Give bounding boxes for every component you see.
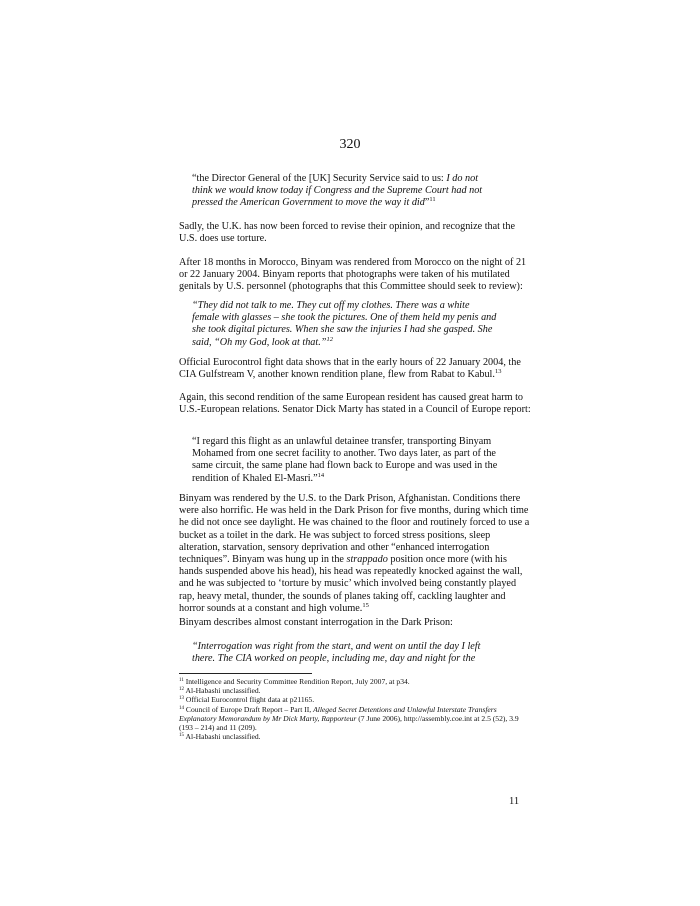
footnote-divider	[179, 673, 312, 674]
paragraph-eurocontrol	[179, 357, 532, 381]
paragraph-morocco-rendition: After 18 months in Morocco, Binyam was rendered from Morocco on the night of 21 or 22 January 2004. Binyam reports that photographs were taken of his mutilated genitals by U.S. personnel (photographs that this Committee should seek to review):	[179, 257, 527, 293]
footnote-number: 15	[179, 733, 184, 739]
footnote-number: 12	[179, 687, 184, 693]
footnote-11	[179, 677, 519, 686]
quote-italic-text: I do not think we would know today if Congress and the Supreme Court had not pressed the American Government to move the way it did	[192, 173, 483, 209]
footnote-text: Al-Habashi unclassified.	[185, 732, 261, 742]
footnote-text: Intelligence and Security Committee Rendition Report, July 2007, at p34.	[185, 677, 410, 686]
paragraph-uk-revise: Sadly, the U.K. has now been forced to revise their opinion, and recognize that the U.S. does use torture.	[179, 221, 515, 245]
footnote-number: 11	[179, 678, 184, 683]
footnote-ref: 12	[326, 335, 333, 343]
footnote-italic-text: Alleged Secret Detentions and Unlawful Interstate Transfers Explanatory Memorandum by Mr Dick Marty, Rapporteur	[179, 704, 497, 723]
paragraph-interrogation-intro: Binyam describes almost constant interrogation in the Dark Prison:	[179, 617, 453, 628]
quote-text: “I regard this flight as an unlawful detainee transfer, transporting Binyam Mohamed from one secret facility to another. Two days later, as part of the same circuit, the same plane had flown back to Europe and was used in the rendition of Khaled El-Masri.”	[192, 436, 498, 484]
paragraph-italic-text: strappado	[346, 554, 388, 566]
footnote-number: 14	[179, 705, 184, 711]
paragraph-dark-prison	[179, 493, 532, 615]
footnote-ref: 13	[494, 368, 502, 376]
footnote-text: Official Eurocontrol flight data at p21165.	[185, 695, 315, 705]
footnote-ref: 14	[317, 471, 325, 479]
footnote-text: (7 June 2006), http://assembly.coe.int at 2.5 (52), 3.9 (193 – 214) and 11 (209).	[179, 713, 519, 733]
quote-text: “the Director General of the [UK] Security Service said to us:	[192, 173, 447, 184]
footnote-ref: 15	[362, 601, 369, 609]
page-number-bottom: 11	[509, 796, 520, 807]
page-number-top: 320	[339, 137, 361, 152]
quote-dick-marty	[192, 436, 498, 485]
footnote-13	[179, 695, 519, 704]
footnote-text: Council of Europe Draft Report – Part II,	[185, 704, 314, 714]
paragraph-text: position once more (with his hands suspended above his head), his head was repeatedly knocked against the wall, and he was subjected to ‘torture by music’ which involved being constantly played rap, heavy metal, thunder, the sounds of planes taking off, cackling laughter and horror sounds at a constant and high volume.	[179, 554, 523, 614]
quote-photographs	[192, 300, 498, 349]
quote-interrogation: “Interrogation was right from the start, and went on until the day I left there. The CIA worked on people, including me, day and night for the	[192, 641, 481, 665]
footnote-15	[179, 732, 519, 741]
quote-text: “They did not talk to me. They cut off my clothes. There was a white female with glasses – she took the pictures. One of them held my penis and she took digital pictures. When she saw the injuries I had she gasped. She said, “Oh my God, look at that.”	[192, 300, 497, 348]
quote-director-general	[192, 173, 498, 210]
footnote-ref: 11	[429, 196, 436, 204]
footnote-12	[179, 686, 519, 695]
footnote-text: Al-Habashi unclassified.	[185, 686, 261, 696]
footnotes	[179, 677, 519, 741]
quote-close: ”	[424, 197, 430, 209]
footnote-14	[179, 705, 519, 733]
paragraph-text: Official Eurocontrol fight data shows that in the early hours of 22 January 2004, the CIA Gulfstream V, another known rendition plane, flew from Rabat to Kabul.	[179, 357, 521, 381]
paragraph-text: Binyam was rendered by the U.S. to the Dark Prison, Afghanistan. Conditions there were also horrific. He was held in the Dark Prison for five months, during which time he did not once see daylight. He was chained to the floor and routinely forced to use a bucket as a toilet in the dark. He was subject to forced stress positions, sleep alteration, starvation, sensory deprivation and other “enhanced interrogation techniques”. Binyam was hung up in the	[179, 493, 530, 566]
paragraph-european-relations: Again, this second rendition of the same European resident has caused great harm to U.S.-European relations. Senator Dick Marty has stated in a Council of Europe report:	[179, 392, 531, 416]
footnote-number: 13	[179, 696, 184, 702]
